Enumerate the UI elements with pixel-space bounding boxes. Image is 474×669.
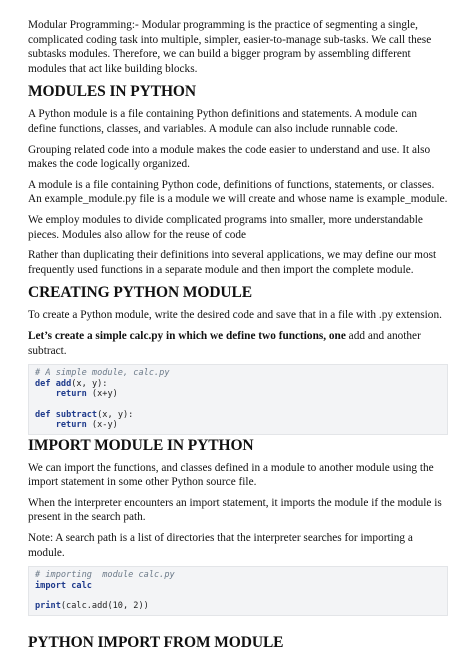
code-keyword: import (35, 580, 67, 591)
code-keyword: def (35, 409, 51, 420)
code-args: (calc.add(10, 2)) (60, 601, 149, 612)
heading-creating-python-module: CREATING PYTHON MODULE (28, 284, 252, 302)
code-args: (x, y): (71, 378, 108, 389)
code-block-calc (28, 364, 448, 434)
code-comment: # A simple module, calc.py (35, 368, 170, 379)
heading-modules-in-python: MODULES IN PYTHON (28, 83, 196, 101)
code-block-import (28, 566, 448, 616)
paragraph: A Python module is a file containing Python definitions and statements. A module can define functions, classes, and variables. A module can also include runnable code. (28, 108, 418, 135)
code-comment: # importing module calc.py (35, 570, 175, 581)
paragraph: A module is a file containing Python code, definitions of functions, statements, or classes. An example_module.py file is a module we will create and whose name is example_module. (28, 178, 448, 206)
paragraph: We can import the functions, and classes defined in a module to another module using the import statement in some other Python source file. (28, 461, 434, 489)
paragraph: When the interpreter encounters an import statement, it imports the module if the module is present in the search path. (28, 496, 442, 524)
code-args: (x, y): (97, 409, 134, 420)
intro-paragraph: Modular Programming:- Modular programming is the practice of segmenting a single, complicated coding task into multiple, simpler, easier-to-manage sub-tasks. We call these subtasks modules. Therefore, we can build a bigger program by assembling different modules that act like building blocks. (28, 19, 432, 75)
code-keyword: return (55, 388, 87, 399)
code-module-name: calc (66, 580, 92, 591)
code-expr: (x+y) (86, 388, 118, 399)
code-keyword: def (35, 378, 51, 389)
paragraph: We employ modules to divide complicated programs into smaller, more understandable pieces. Modules also allow for the reuse of code (28, 213, 423, 241)
paragraph: To create a Python module, write the desired code and save that in a file with .py extension. (28, 309, 442, 322)
calc-intro-line (28, 329, 448, 358)
code-builtin: print (35, 601, 61, 612)
heading-python-import-from-module: PYTHON IMPORT FROM MODULE (28, 633, 284, 651)
code-function-name: add (55, 378, 72, 389)
code-keyword: return (55, 420, 87, 431)
code-expr: (x-y) (86, 420, 118, 431)
code-function-name: subtract (55, 409, 98, 420)
paragraph: Rather than duplicating their definitions into several applications, we may define our most frequently used functions in a separate module and then import the complete module. (28, 249, 437, 276)
paragraph: Grouping related code into a module makes the code easier to understand and use. It also makes the code logically organized. (28, 143, 431, 171)
paragraph: Note: A search path is a list of directories that the interpreter searches for importing a module. (28, 531, 413, 559)
normal-text: add and another subtract. (28, 329, 421, 357)
heading-import-module-in-python: IMPORT MODULE IN PYTHON (28, 436, 254, 454)
bold-text: Let’s create a simple calc.py in which we define two functions, one (28, 329, 346, 342)
